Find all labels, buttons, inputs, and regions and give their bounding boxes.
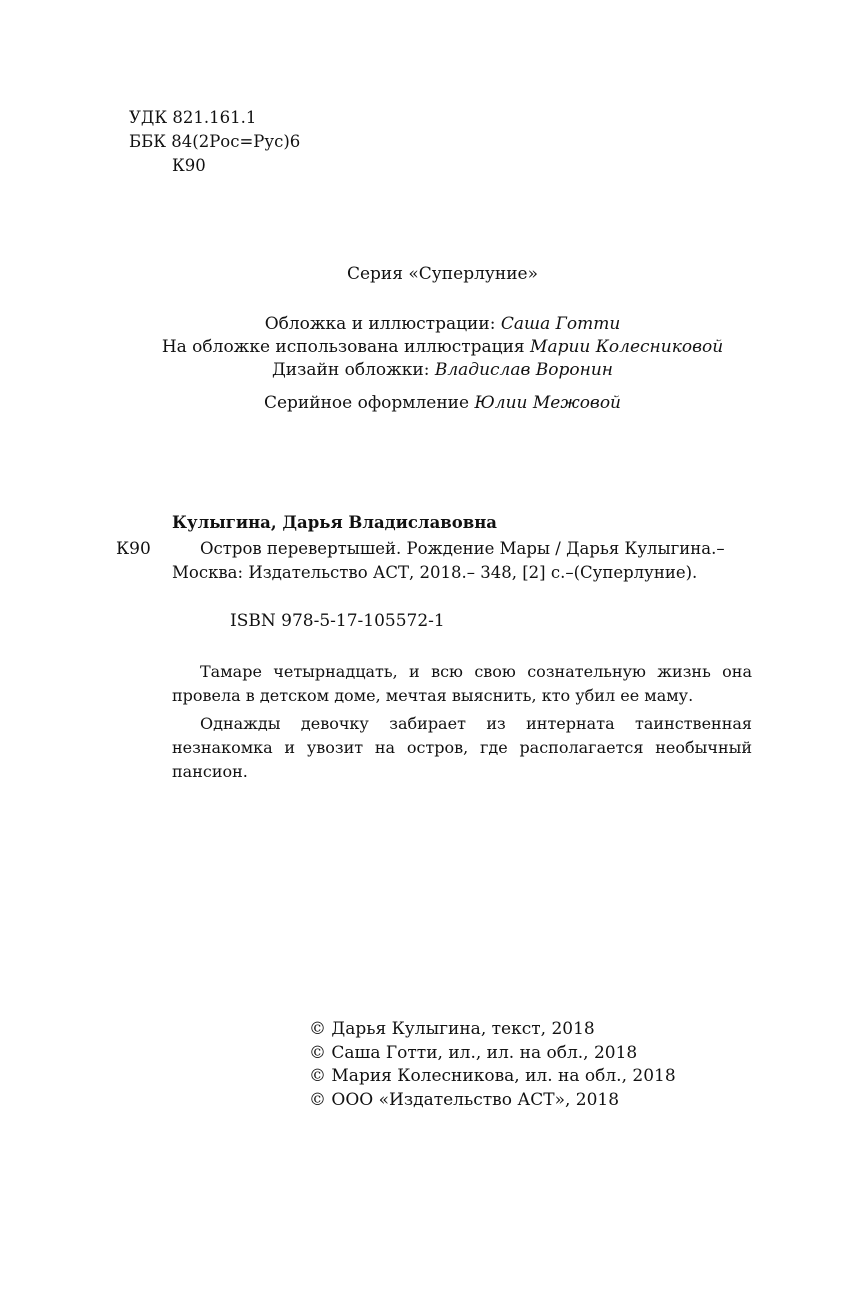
- bibliography-author: Кулыгина, Дарья Владиславовна: [172, 513, 497, 532]
- udk-code: УДК 821.161.1: [129, 108, 257, 127]
- cover-illustration-credit: [40, 336, 845, 359]
- cover-credit-name: Саша Готти: [500, 314, 621, 334]
- isbn: ISBN 978-5-17-105572-1: [230, 611, 445, 631]
- cover-credit-label: Обложка и иллюстрации:: [264, 314, 501, 334]
- cover-illustration-name: Марии Колесниковой: [530, 337, 724, 357]
- bibliography-record: [172, 537, 752, 585]
- copyright-line: © ООО «Издательство АСТ», 2018: [309, 1089, 620, 1110]
- bbk-code: ББК 84(2Рос=Рус)6: [129, 132, 301, 151]
- copyright-block: [309, 1018, 676, 1112]
- classification-codes: [129, 106, 300, 178]
- annotation: [172, 660, 752, 788]
- cover-credit: [40, 313, 845, 336]
- series-design-credit: [40, 392, 845, 415]
- cover-design-label: Дизайн обложки:: [271, 360, 435, 380]
- copyright-line: © Дарья Кулыгина, текст, 2018: [309, 1019, 595, 1039]
- bibliography-mark: К90: [116, 539, 151, 559]
- series-design-label: Серийное оформление: [263, 393, 475, 413]
- annotation-paragraph-1: Тамаре четырнадцать, и всю свою сознательную жизнь она провела в детском доме, мечтая выяснить, кто убил ее маму.: [172, 662, 752, 705]
- cover-design-name: Владислав Воронин: [434, 360, 613, 380]
- bibliography-line-2: Москва: Издательство АСТ, 2018.– 348, [2] с.–(Суперлуние).: [172, 563, 698, 582]
- series-design-name: Юлии Межовой: [474, 393, 622, 413]
- annotation-paragraph-2: Однажды девочку забирает из интерната таинственная незнакомка и увозит на остров, где располагается необычный пансион.: [172, 714, 752, 781]
- bibliography-line-1: Остров перевертышей. Рождение Мары / Дарья Кулыгина.–: [200, 539, 725, 558]
- series-title: Серия «Суперлуние»: [346, 264, 539, 284]
- author-mark: К90: [172, 156, 206, 175]
- copyright-line: © Мария Колесникова, ил. на обл., 2018: [309, 1066, 676, 1086]
- cover-design-credit: [40, 359, 845, 382]
- cover-illustration-label: На обложке использована иллюстрация: [161, 337, 531, 357]
- copyright-line: © Саша Готти, ил., ил. на обл., 2018: [309, 1042, 638, 1063]
- credits-block: [0, 313, 845, 415]
